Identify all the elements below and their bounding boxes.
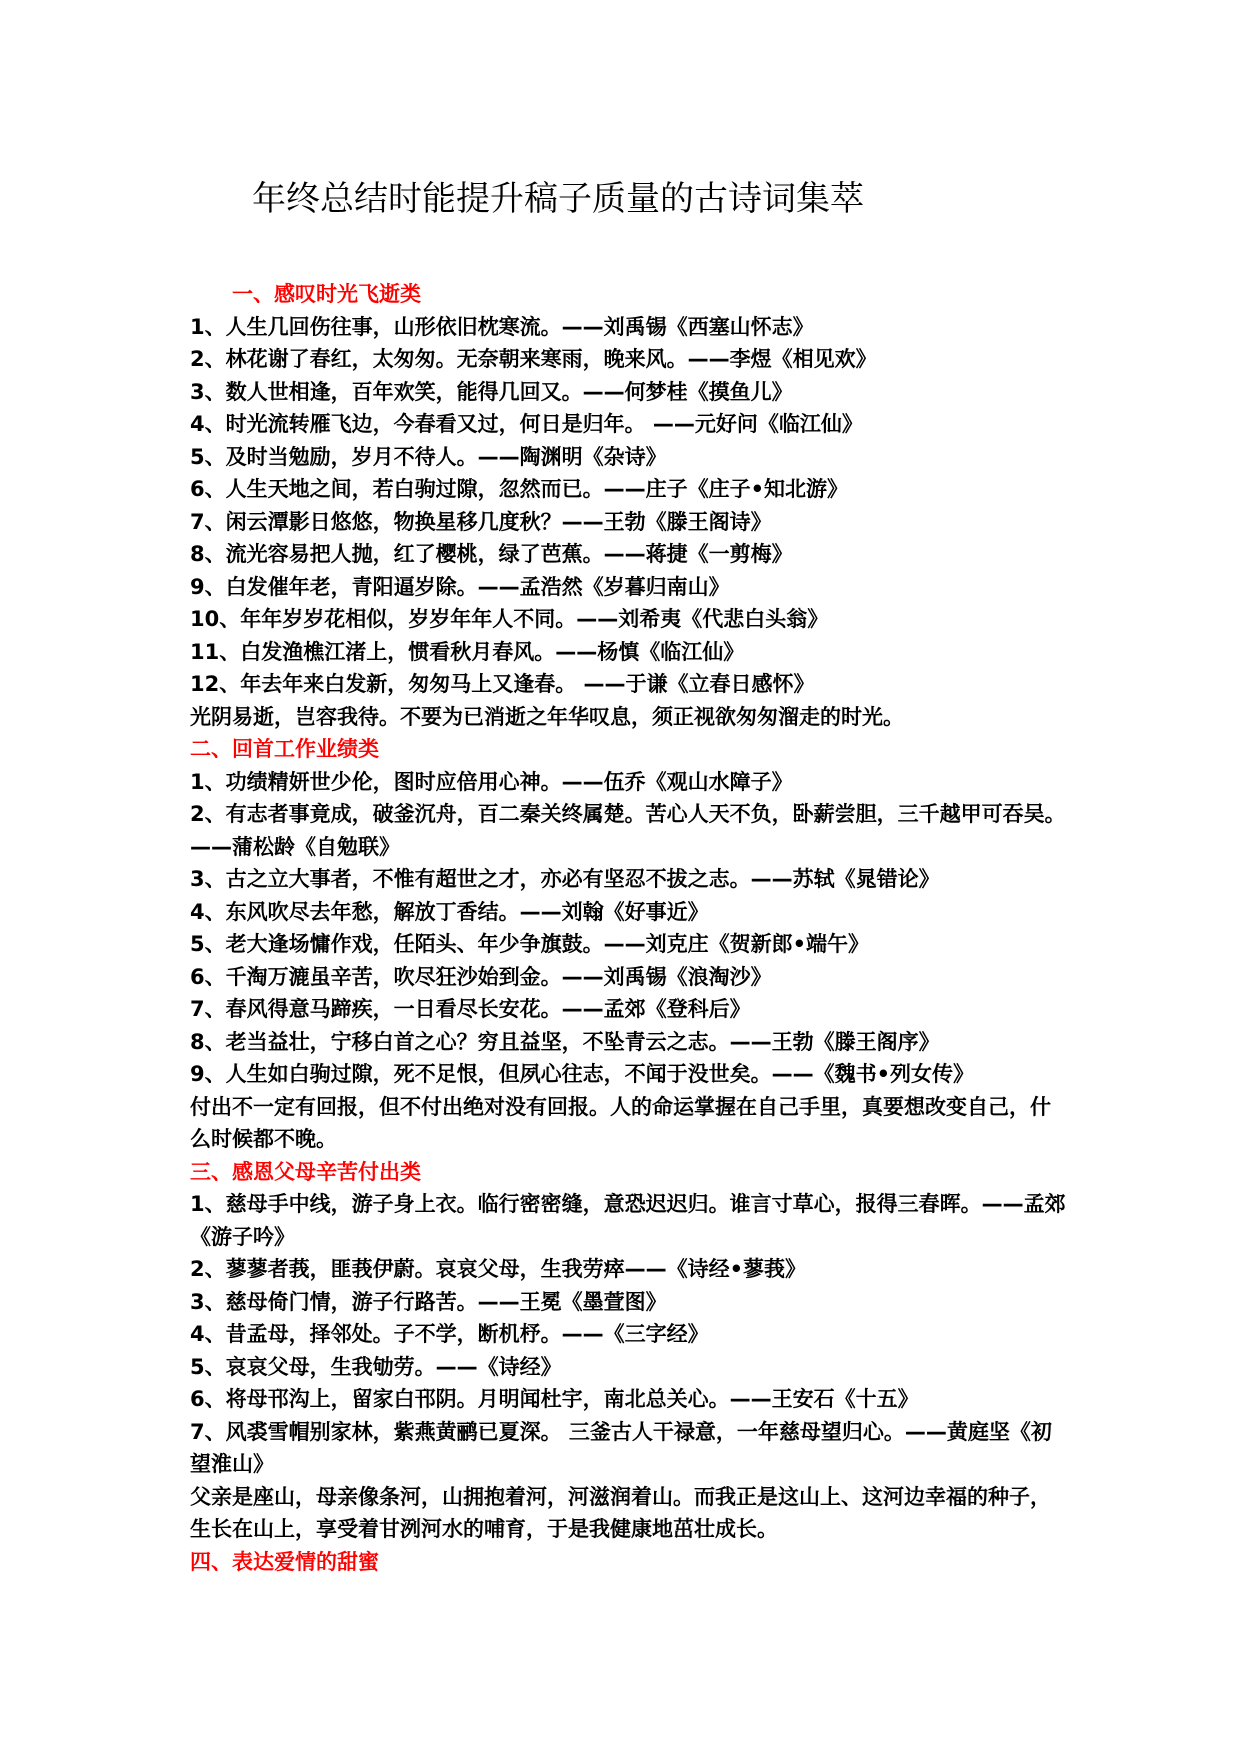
poem-line: 4、时光流转雁飞边，今春看又过，何日是归年。 ——元好问《临江仙》 bbox=[190, 412, 863, 436]
poem-line: 7、风裘雪帽别家林，紫燕黄鹂已夏深。 三釜古人干禄意，一年慈母望归心。——黄庭坚《初望淮山》 bbox=[190, 1419, 1052, 1476]
section-heading: 三、感恩父母辛苦付出类 bbox=[190, 1159, 421, 1184]
poem-line: 6、千淘万漉虽辛苦，吹尽狂沙始到金。——刘禹锡《浪淘沙》 bbox=[190, 964, 772, 989]
section-heading: 四、表达爱情的甜蜜 bbox=[190, 1549, 379, 1574]
section-heading: 一、感叹时光飞逝类 bbox=[232, 282, 421, 306]
poem-line: 1、慈母手中线，游子身上衣。临行密密缝，意恐迟迟归。谁言寸草心，报得三春晖。——孟郊《游子吟》 bbox=[190, 1192, 1066, 1249]
poem-line: 1、人生几回伤往事，山形依旧枕寒流。——刘禹锡《西塞山怀志》 bbox=[190, 314, 814, 339]
document-body bbox=[190, 278, 1070, 1578]
poem-line: 10、年年岁岁花相似，岁岁年年人不同。——刘希夷《代悲白头翁》 bbox=[190, 607, 829, 631]
poem-line: 1、功绩精妍世少伦，图时应倍用心神。——伍乔《观山水障子》 bbox=[190, 769, 793, 794]
poem-line: 9、白发催年老，青阳逼岁除。——孟浩然《岁暮归南山》 bbox=[190, 574, 730, 599]
section-summary: 光阴易逝，岂容我待。不要为已消逝之年华叹息，须正视欲匆匆溜走的时光。 bbox=[190, 704, 904, 729]
poem-line: 8、老当益壮，宁移白首之心？穷且益坚，不坠青云之志。——王勃《滕王阁序》 bbox=[190, 1029, 940, 1054]
poem-line: 5、哀哀父母，生我劬劳。——《诗经》 bbox=[190, 1354, 562, 1379]
poem-line: 12、年去年来白发新，匆匆马上又逢春。 ——于谦《立春日感怀》 bbox=[190, 672, 815, 696]
poem-line: 7、闲云潭影日悠悠，物换星移几度秋？——王勃《滕王阁诗》 bbox=[190, 509, 772, 534]
poem-line: 4、东风吹尽去年愁，解放丁香结。——刘翰《好事近》 bbox=[190, 899, 709, 924]
poem-line: 3、慈母倚门情，游子行路苦。——王冕《墨萱图》 bbox=[190, 1289, 667, 1314]
poem-line: 5、及时当勉励，岁月不待人。——陶渊明《杂诗》 bbox=[190, 444, 667, 469]
poem-line: 6、将母邗沟上，留家白邗阴。月明闻杜宇，南北总关心。——王安石《十五》 bbox=[190, 1387, 919, 1411]
section-summary: 父亲是座山，母亲像条河，山拥抱着河，河滋润着山。而我正是这山上、这河边幸福的种子，生长在山上，享受着甘洌河水的哺育，于是我健康地茁壮成长。 bbox=[190, 1484, 1051, 1541]
poem-line: 3、数人世相逢，百年欢笑，能得几回又。——何梦桂《摸鱼儿》 bbox=[190, 379, 793, 404]
poem-line: 2、林花谢了春红，太匆匆。无奈朝来寒雨，晚来风。——李煜《相见欢》 bbox=[190, 347, 877, 371]
poem-line: 6、人生天地之间，若白驹过隙，忽然而已。——庄子《庄子•知北游》 bbox=[190, 477, 849, 501]
poem-line: 3、古之立大事者，不惟有超世之才，亦必有坚忍不拔之志。——苏轼《晁错论》 bbox=[190, 867, 940, 891]
poem-line: 4、昔孟母，择邻处。子不学，断机杼。——《三字经》 bbox=[190, 1322, 709, 1346]
poem-line: 7、春风得意马蹄疾，一日看尽长安花。——孟郊《登科后》 bbox=[190, 997, 751, 1021]
poem-line: 5、老大逢场慵作戏，任陌头、年少争旗鼓。——刘克庄《贺新郎•端午》 bbox=[190, 932, 870, 956]
section-heading: 二、回首工作业绩类 bbox=[190, 737, 379, 761]
poem-line: 9、人生如白驹过隙，死不足恨，但夙心往志，不闻于没世矣。——《魏书•列女传》 bbox=[190, 1062, 975, 1086]
section-summary: 付出不一定有回报，但不付出绝对没有回报。人的命运掌握在自己手里，真要想改变自己，什么时候都不晚。 bbox=[190, 1094, 1051, 1151]
poem-line: 8、流光容易把人抛，红了樱桃，绿了芭蕉。——蒋捷《一剪梅》 bbox=[190, 542, 793, 566]
document-title: 年终总结时能提升稿子质量的古诗词集萃 bbox=[252, 179, 864, 219]
poem-line: 2、有志者事竟成，破釜沉舟，百二秦关终属楚。苦心人天不负，卧薪尝胆，三千越甲可吞吴。——蒲松龄《自勉联》 bbox=[190, 802, 1066, 859]
poem-line: 2、蓼蓼者莪，匪莪伊蔚。哀哀父母，生我劳瘁——《诗经•蓼莪》 bbox=[190, 1257, 807, 1281]
poem-line: 11、白发渔樵江渚上，惯看秋月春风。——杨慎《临江仙》 bbox=[190, 639, 745, 664]
